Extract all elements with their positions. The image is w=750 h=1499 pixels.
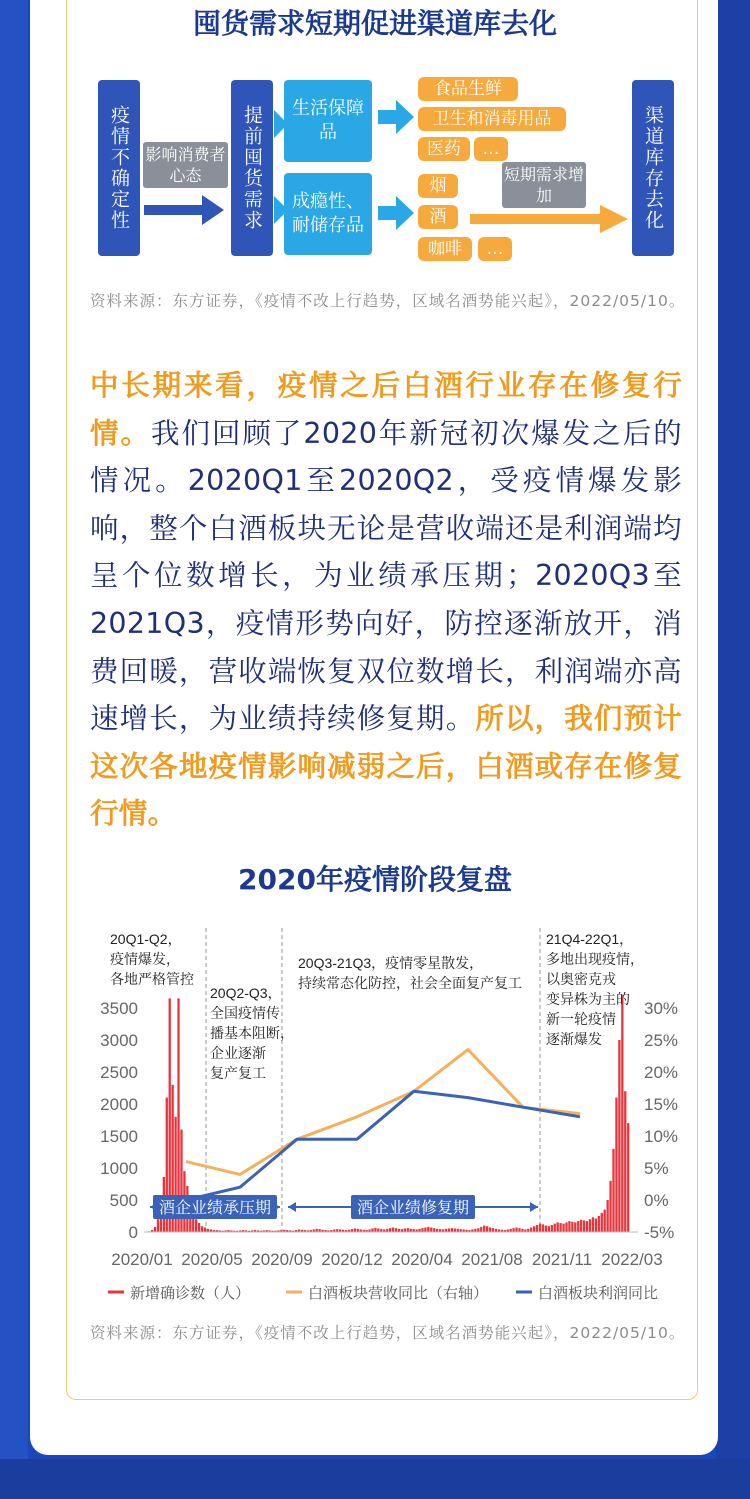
arrow-right-icon — [378, 100, 414, 134]
bar — [392, 1228, 394, 1232]
phase-label-recovery-arrowhead — [288, 1202, 296, 1212]
x-tick-label: 2021/08 — [461, 1250, 523, 1269]
arrow-right-icon — [144, 195, 224, 225]
chart-title: 2020年疫情阶段复盘 — [0, 858, 750, 898]
y-right-tick-label: 10% — [644, 1127, 679, 1146]
stockpile-box: 提前囤货需求 — [231, 80, 273, 256]
necessities-box: 生活保障品 — [284, 80, 372, 162]
bar — [615, 1098, 617, 1232]
bar — [354, 1228, 356, 1232]
y-left-tick-label: 2500 — [100, 1063, 138, 1082]
bar — [407, 1228, 409, 1232]
y-left-tick-label: 500 — [109, 1191, 138, 1210]
body-text: 我们回顾了2020年新冠初次爆发之后的情况。2020Q1至2020Q2，受疫情爆发影响，整个白酒板块无论是营收端还是利润端均呈个位数增长，为业绩承压期；2020Q3至2021Q3，疫情形势向好，防控逐渐放开，消费回暖，营收端恢复双位数增长，利润端亦高速增长，为业绩持续修复期。 — [90, 416, 683, 736]
bar — [480, 1227, 482, 1232]
bar — [592, 1217, 594, 1232]
bar — [583, 1220, 585, 1232]
bar — [536, 1225, 538, 1232]
bar — [618, 1040, 620, 1232]
bar — [601, 1213, 603, 1232]
bar — [489, 1228, 491, 1232]
chart — [90, 920, 690, 1320]
bar — [448, 1228, 450, 1232]
bar — [427, 1227, 429, 1232]
x-tick-label: 2022/03 — [601, 1250, 663, 1269]
bar — [609, 1181, 611, 1232]
bar — [421, 1228, 423, 1232]
y-left-tick-label: 3000 — [100, 1031, 138, 1050]
chart-source: 资料来源：东方证券，《疫情不改上行趋势，区域名酒势能兴起》，2022/05/10。 — [90, 1324, 686, 1342]
profit-line — [186, 1091, 580, 1200]
bar — [195, 1219, 197, 1232]
bar — [559, 1223, 561, 1232]
bar — [589, 1219, 591, 1232]
y-right-tick-label: -5% — [644, 1223, 675, 1242]
bar — [565, 1222, 567, 1232]
y-right-tick-label: 15% — [644, 1095, 679, 1114]
bar — [604, 1210, 606, 1232]
highlight-text: 中长期来看，疫情之后白酒行业存在修复行情。 — [90, 369, 682, 450]
bar — [542, 1224, 544, 1232]
arrow-right-icon — [470, 205, 628, 233]
bar — [577, 1221, 579, 1232]
phase-label-recovery-arrowhead — [530, 1202, 538, 1212]
bar — [624, 1091, 626, 1232]
bar — [492, 1228, 494, 1232]
annotation-20q2: 20Q2-Q3，全国疫情传播基本阻断，企业逐渐复产复工 — [210, 985, 294, 1081]
legend-label: 白酒板块营收同比（右轴） — [308, 1285, 489, 1302]
bar — [557, 1222, 559, 1232]
bar — [562, 1224, 564, 1232]
bar — [454, 1228, 456, 1232]
x-tick-label: 2020/01 — [111, 1250, 173, 1269]
bar — [512, 1228, 514, 1232]
y-right-tick-label: 25% — [644, 1031, 679, 1050]
bar — [595, 1219, 597, 1232]
bar — [571, 1222, 573, 1232]
phase-label-recovery: 酒企业绩修复期 — [356, 1200, 470, 1217]
x-tick-label: 2020/09 — [251, 1250, 313, 1269]
bar — [621, 995, 623, 1232]
bar — [530, 1228, 532, 1232]
bar — [477, 1228, 479, 1232]
bar — [574, 1222, 576, 1232]
bar — [548, 1226, 550, 1232]
bar — [518, 1228, 520, 1232]
bar — [157, 1219, 159, 1232]
bar — [539, 1224, 541, 1232]
highlight-text: 所以，我们预计这次各地疫情影响减弱之后，白酒或存在修复行情。 — [90, 702, 682, 831]
y-left-tick-label: 1500 — [100, 1127, 138, 1146]
y-right-tick-label: 0% — [644, 1191, 669, 1210]
influence-box: 影响消费者心态 — [143, 142, 228, 188]
analysis-paragraph — [90, 362, 682, 838]
pill-tobacco: 烟 — [418, 174, 458, 198]
pill-more: … — [474, 137, 508, 161]
annotation-21q4: 21Q4-22Q1，多地出现疫情，以奥密克戎变异株为主的新一轮疫情逐渐爆发 — [546, 931, 644, 1047]
addictive-box: 成瘾性、耐储存品 — [284, 173, 372, 255]
x-tick-label: 2020/04 — [391, 1250, 453, 1269]
y-left-tick-label: 0 — [128, 1223, 138, 1242]
bar — [201, 1226, 203, 1232]
pill-coffee: 咖啡 — [418, 237, 472, 261]
short-demand-box: 短期需求增加 — [502, 162, 586, 208]
y-right-tick-label: 5% — [644, 1159, 669, 1178]
bar — [580, 1220, 582, 1232]
annotation-20q1: 20Q1-Q2，疫情爆发，各地严格管控 — [110, 931, 194, 987]
bar — [533, 1226, 535, 1232]
bar — [433, 1228, 435, 1232]
bar — [612, 1149, 614, 1232]
uncertainty-box: 疫情不确定性 — [98, 80, 140, 256]
pill-liquor: 酒 — [418, 205, 458, 229]
y-right-tick-label: 20% — [644, 1063, 679, 1082]
bar — [424, 1228, 426, 1232]
phase-label-pressure: 酒企业绩承压期 — [158, 1200, 272, 1217]
bar — [486, 1226, 488, 1232]
x-tick-label: 2020/12 — [321, 1250, 383, 1269]
legend-label: 新增确诊数（人） — [130, 1285, 251, 1302]
bar — [545, 1226, 547, 1232]
y-right-tick-label: 30% — [644, 999, 679, 1018]
bar — [204, 1228, 206, 1232]
y-left-tick-label: 2000 — [100, 1095, 138, 1114]
arrow-right-icon — [378, 196, 414, 230]
bar — [586, 1221, 588, 1232]
bar — [154, 1227, 156, 1232]
destock-box: 渠道库存去化 — [632, 80, 674, 256]
diagram-title: 囤货需求短期促进渠道库去化 — [0, 2, 750, 42]
bar — [551, 1225, 553, 1232]
bar — [627, 1123, 629, 1232]
bar — [598, 1216, 600, 1232]
pill-medicine: 医药 — [418, 137, 470, 161]
pill-food: 食品生鲜 — [418, 77, 518, 101]
bar — [395, 1228, 397, 1232]
pill-more: … — [478, 237, 512, 261]
x-tick-label: 2020/05 — [181, 1250, 243, 1269]
bar — [430, 1228, 432, 1232]
pill-sanitary: 卫生和消毒用品 — [418, 107, 566, 131]
bar — [451, 1228, 453, 1232]
annotation-20q3: 20Q3-21Q3，疫情零星散发，持续常态化防控，社会全面复产复工 — [298, 955, 522, 991]
bar — [377, 1228, 379, 1232]
bar — [198, 1223, 200, 1232]
legend-label: 白酒板块利润同比 — [538, 1285, 659, 1302]
bar — [404, 1228, 406, 1232]
bar — [568, 1221, 570, 1232]
bar — [554, 1224, 556, 1232]
bar — [371, 1228, 373, 1232]
bar — [389, 1228, 391, 1232]
bar — [483, 1226, 485, 1232]
y-left-tick-label: 3500 — [100, 999, 138, 1018]
bar — [515, 1228, 517, 1232]
diagram-source: 资料来源：东方证券，《疫情不改上行趋势，区域名酒势能兴起》，2022/05/10。 — [90, 292, 686, 310]
y-left-tick-label: 1000 — [100, 1159, 138, 1178]
bar — [374, 1228, 376, 1232]
x-tick-label: 2021/11 — [531, 1250, 593, 1269]
bar — [606, 1200, 608, 1232]
